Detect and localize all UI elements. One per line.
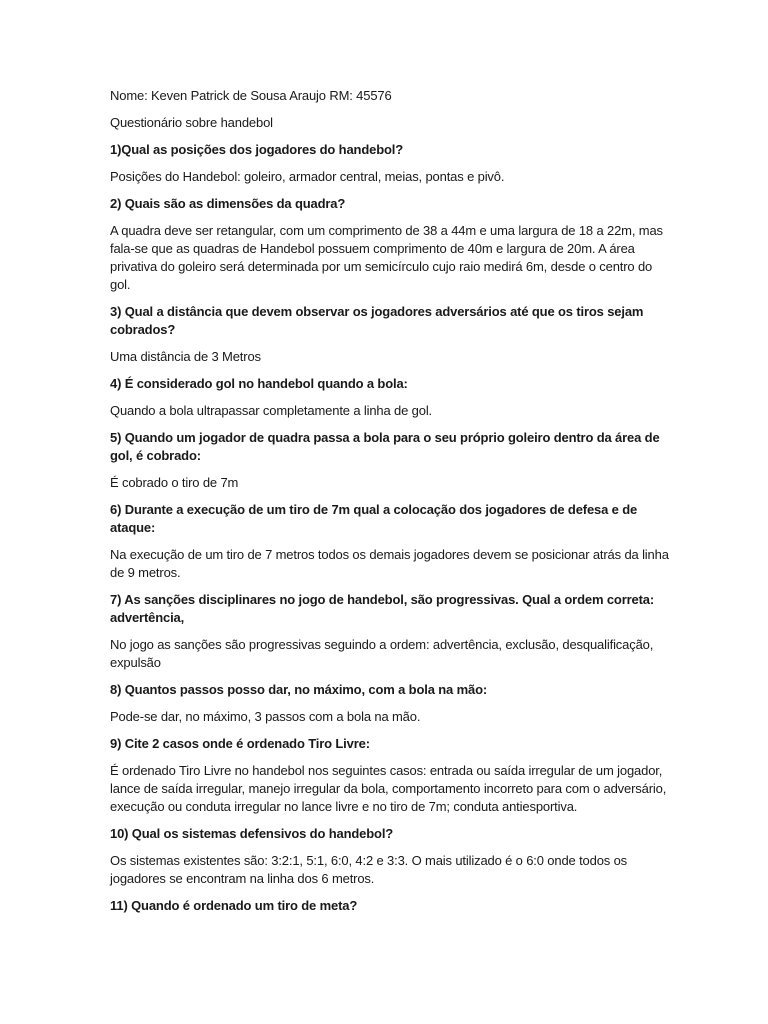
question-6: 6) Durante a execução de um tiro de 7m qual a colocação dos jogadores de defesa e de ataque: bbox=[110, 502, 638, 535]
question-3: 3) Qual a distância que devem observar os jogadores adversários até que os tiros sejam cobrados? bbox=[110, 304, 644, 337]
answer-1: Posições do Handebol: goleiro, armador central, meias, pontas e pivô. bbox=[110, 169, 505, 184]
question-10: 10) Qual os sistemas defensivos do handebol? bbox=[110, 826, 394, 841]
question-11: 11) Quando é ordenado um tiro de meta? bbox=[110, 898, 358, 913]
answer-9: É ordenado Tiro Livre no handebol nos seguintes casos: entrada ou saída irregular de um jogador, lance de saída irregular, manejo irregular da bola, comportamento incorreto para com o adversário, execução ou conduta irregular no lance livre e no tiro de 7m; conduta antiesportiva. bbox=[110, 763, 667, 814]
answer-6: Na execução de um tiro de 7 metros todos os demais jogadores devem se posicionar atrás da linha de 9 metros. bbox=[110, 547, 669, 580]
question-8: 8) Quantos passos posso dar, no máximo, com a bola na mão: bbox=[110, 682, 488, 697]
question-5: 5) Quando um jogador de quadra passa a bola para o seu próprio goleiro dentro da área de gol, é cobrado: bbox=[110, 430, 660, 463]
answer-3: Uma distância de 3 Metros bbox=[110, 349, 261, 364]
answer-4: Quando a bola ultrapassar completamente a linha de gol. bbox=[110, 403, 433, 418]
question-9: 9) Cite 2 casos onde é ordenado Tiro Livre: bbox=[110, 736, 370, 751]
answer-5: É cobrado o tiro de 7m bbox=[110, 475, 239, 490]
answer-8: Pode-se dar, no máximo, 3 passos com a bola na mão. bbox=[110, 709, 421, 724]
student-name-line: Nome: Keven Patrick de Sousa Araujo RM: 45576 bbox=[110, 88, 392, 103]
document-page bbox=[110, 87, 670, 924]
question-2: 2) Quais são as dimensões da quadra? bbox=[110, 196, 346, 211]
question-4: 4) É considerado gol no handebol quando a bola: bbox=[110, 376, 408, 391]
answer-7: No jogo as sanções são progressivas seguindo a ordem: advertência, exclusão, desqualificação, expulsão bbox=[110, 637, 654, 670]
answer-10: Os sistemas existentes são: 3:2:1, 5:1, 6:0, 4:2 e 3:3. O mais utilizado é o 6:0 onde todos os jogadores se encontram na linha dos 6 metros. bbox=[110, 853, 628, 886]
question-1: 1)Qual as posições dos jogadores do handebol? bbox=[110, 142, 404, 157]
question-7: 7) As sanções disciplinares no jogo de handebol, são progressivas. Qual a ordem correta: advertência, bbox=[110, 592, 655, 625]
answer-2: A quadra deve ser retangular, com um comprimento de 38 a 44m e uma largura de 18 a 22m, mas fala-se que as quadras de Handebol possuem comprimento de 40m e largura de 20m. A área privativa do goleiro será determinada por um semicírculo cujo raio medirá 6m, desde o centro do gol. bbox=[110, 223, 663, 292]
document-title: Questionário sobre handebol bbox=[110, 115, 273, 130]
